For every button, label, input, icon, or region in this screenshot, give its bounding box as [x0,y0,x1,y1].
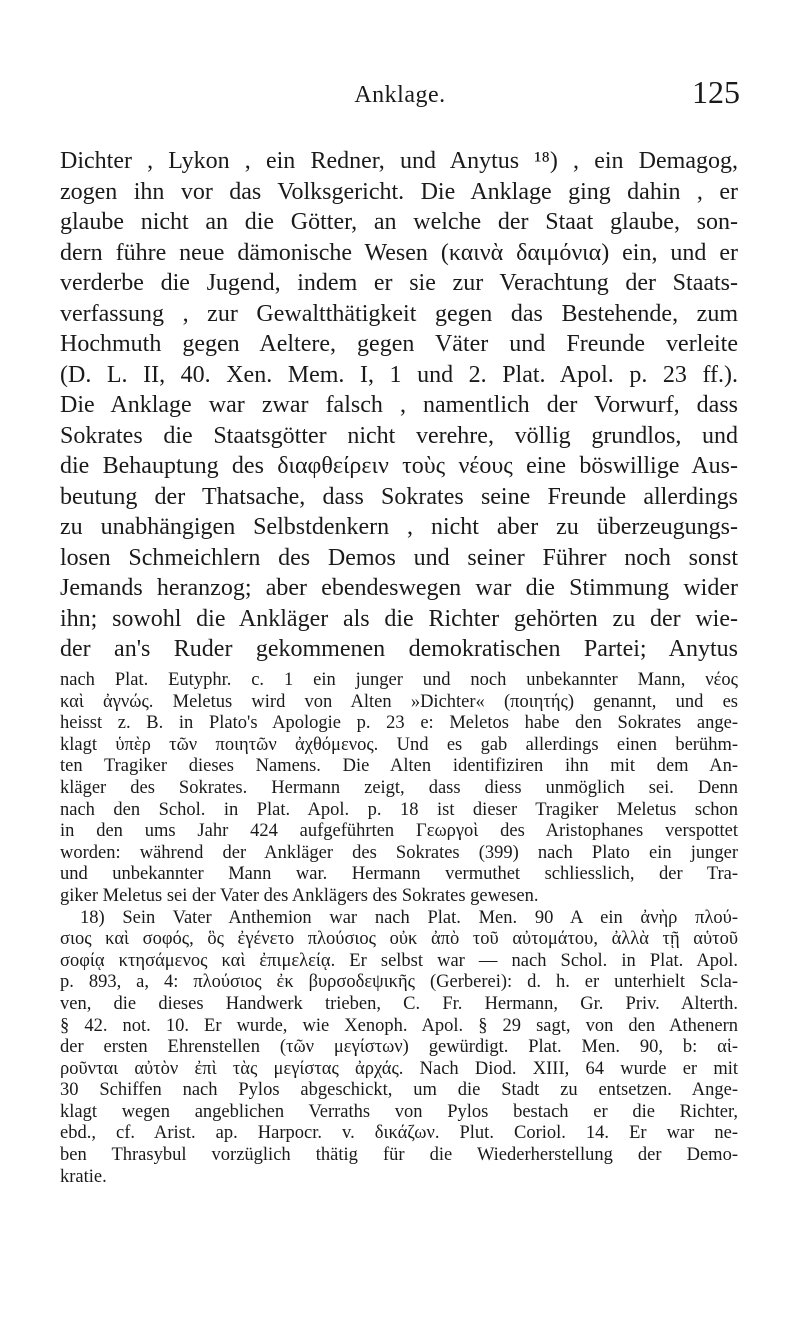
text-line: Dichter , Lykon , ein Redner, und Anytus ¹⁸) , ein Demagog, [60,148,738,174]
text-line: (D. L. II, 40. Xen. Mem. I, 1 und 2. Plat. Apol. p. 23 ff.). [60,361,738,388]
footnote-line: der ersten Ehrenstellen (τῶν μεγίστων) gewürdigt. Plat. Men. 90, b: αἱ- [60,1037,738,1058]
running-head [60,74,740,114]
footnote-line: § 42. not. 10. Er wurde, wie Xenoph. Apol. § 29 sagt, von den Athenern [60,1015,738,1036]
footnote-line: 18) Sein Vater Anthemion war nach Plat. Men. 90 A ein ἀνὴρ πλού- [80,907,738,928]
footnote-line: σιος καὶ σοφός, ὃς ἐγένετο πλούσιος οὐκ ἀπὸ τοῦ αὐτομάτου, ἀλλὰ τῇ αὑτοῦ [60,929,738,950]
text-line: Sokrates die Staatsgötter nicht verehre, völlig grundlos, und [60,422,738,449]
footnote-line: klagt wegen angeblichen Verraths von Pylos bestach er die Richter, [60,1101,738,1122]
footnote-line: heisst z. B. in Plato's Apologie p. 23 e: Meletos habe den Sokrates ange- [60,713,738,734]
footnote-line: p. 893, a, 4: πλούσιος ἐκ βυρσοδεψικῆς (Gerberei): d. h. er unterhielt Scla- [60,972,738,993]
footnote-line: καὶ ἀγνώς. Meletus wird von Alten »Dichter« (ποιητής) genannt, und es [60,691,738,712]
footnote-line: klagt ὑπὲρ τῶν ποιητῶν ἀχθόμενος. Und es gab allerdings einen berühm- [60,734,738,755]
footnote-line: in den ums Jahr 424 aufgeführten Γεωργοὶ des Aristophanes verspottet [60,821,738,842]
footnote-line: ven, die dieses Handwerk trieben, C. Fr. Hermann, Gr. Priv. Alterth. [60,993,738,1014]
text-line: Hochmuth gegen Aeltere, gegen Väter und Freunde verleite [60,331,738,357]
footnote-line: ten Tragiker dieses Namens. Die Alten identifiziren ihn mit dem An- [60,756,738,777]
main-text [60,146,738,665]
text-line: verfassung , zur Gewaltthätigkeit gegen das Bestehende, zum [60,300,738,327]
footnote-line: giker Meletus sei der Vater des Anklägers des Sokrates gewesen. [60,885,539,906]
text-line: verderbe die Jugend, indem er sie zur Verachtung der Staats- [60,270,738,296]
footnote-line: nach den Schol. in Plat. Apol. p. 18 ist dieser Tragiker Meletus schon [60,799,738,820]
footnote-line: kratie. [60,1166,107,1187]
text-line: glaube nicht an die Götter, an welche der Staat glaube, son- [60,209,738,235]
footnote-line: worden: während der Ankläger des Sokrates (399) nach Plato ein junger [60,842,738,863]
footnote-line: ebd., cf. Arist. ap. Harpocr. v. δικάζων. Plut. Coriol. 14. Er war ne- [60,1123,738,1144]
text-line: die Behauptung des διαφθείρειν τοὺς νέους eine böswillige Aus- [60,453,738,479]
footnotes [60,670,738,1188]
running-title: Anklage. [354,82,446,108]
text-line: ihn; sowohl die Ankläger als die Richter gehörten zu der wie- [60,605,738,632]
page-number: 125 [692,74,740,110]
text-line: der an's Ruder gekommenen demokratischen Partei; Anytus [60,636,738,662]
footnote-line: ροῦνται αὐτὸν ἐπὶ τὰς μεγίστας ἀρχάς. Nach Diod. XIII, 64 wurde er mit [60,1058,738,1079]
text-line: zu unabhängigen Selbstdenkern , nicht aber zu überzeugungs- [60,514,738,540]
footnote-line: und unbekannter Mann war. Hermann vermuthet schliesslich, der Tra- [60,864,738,885]
text-line: Jemands heranzog; aber ebendeswegen war die Stimmung wider [60,575,738,601]
footnote-line: 30 Schiffen nach Pylos abgeschickt, um die Stadt zu entsetzen. Ange- [60,1080,738,1101]
footnote-line: σοφίᾳ κτησάμενος καὶ ἐπιμελείᾳ. Er selbst war — nach Schol. in Plat. Apol. [60,950,738,971]
footnote-line: ben Thrasybul vorzüglich thätig für die Wiederherstellung der Demo- [60,1145,738,1166]
text-line: zogen ihn vor das Volksgericht. Die Anklage ging dahin , er [60,178,738,205]
footnote-line: kläger des Sokrates. Hermann zeigt, dass diess unmöglich sei. Denn [60,777,738,798]
footnote-line: nach Plat. Eutyphr. c. 1 ein junger und noch unbekannter Mann, νέος [60,670,738,690]
text-line: Die Anklage war zwar falsch , namentlich der Vorwurf, dass [60,392,738,418]
text-line: beutung der Thatsache, dass Sokrates seine Freunde allerdings [60,483,738,510]
text-line: dern führe neue dämonische Wesen (καινὰ δαιμόνια) ein, und er [60,239,738,266]
text-line: losen Schmeichlern des Demos und seiner Führer noch sonst [60,544,738,571]
